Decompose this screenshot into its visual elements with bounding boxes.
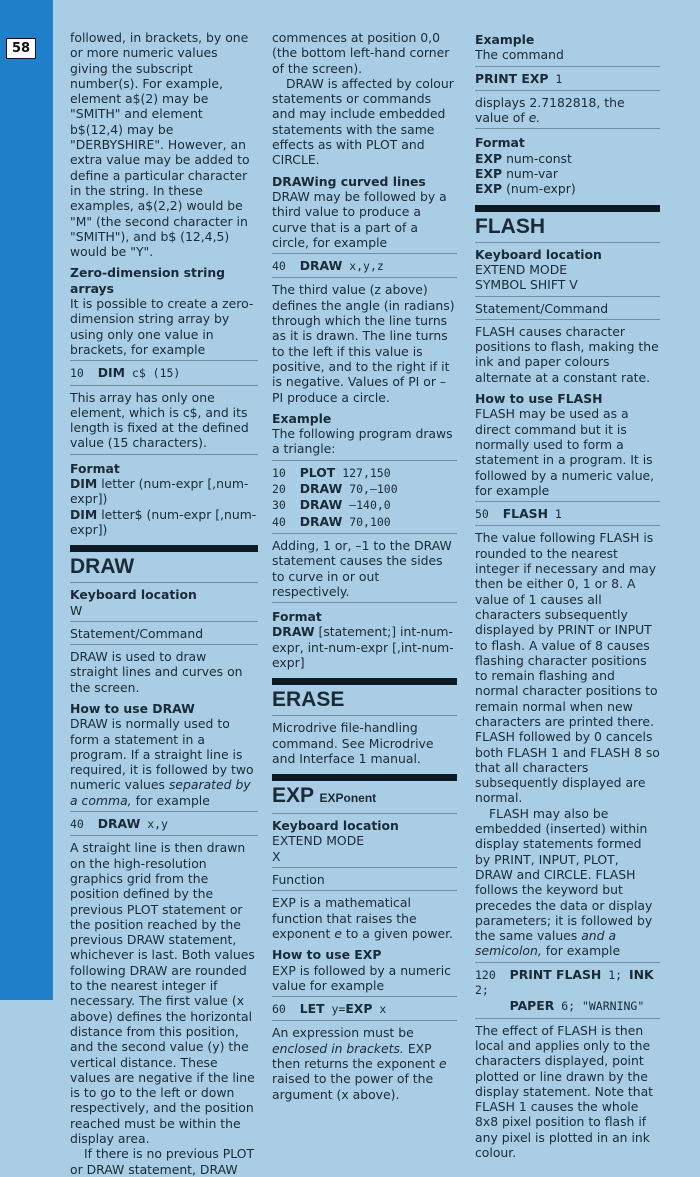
divider bbox=[272, 460, 457, 461]
format-line: EXP (num-expr) bbox=[475, 181, 576, 197]
divider bbox=[475, 501, 660, 502]
entry-title-draw: DRAW bbox=[70, 555, 135, 579]
entry-type: Function bbox=[272, 872, 325, 888]
code-line: 60 LET y=EXP x bbox=[272, 1001, 387, 1017]
column-3 bbox=[475, 30, 660, 1160]
paragraph: displays 2.7182818, the value of e. bbox=[475, 94, 625, 126]
paragraph: A straight line is then drawn on the high-resolution graphics grid from the position defined by the previous PLOT statement or the position reached by the previous DRAW statement, whichever is last. Both values following DRAW are rounded to the nearest integer if necessary. The first value (x above) defines the horizontal distance from this position, and the second value (y) the vertical distance. These values are negative if the line is to go to the left or down respectively, and the position reached must be within the display area. bbox=[70, 840, 255, 1146]
divider bbox=[475, 525, 660, 526]
column-1 bbox=[70, 30, 258, 1177]
divider bbox=[272, 277, 457, 278]
section-heading: DRAWing curved lines bbox=[272, 173, 426, 189]
paragraph: EXP is a mathematical function that raises the exponent e to a given power. bbox=[272, 895, 453, 941]
divider bbox=[475, 66, 660, 67]
column-2 bbox=[272, 30, 457, 1102]
keyboard-location: W bbox=[70, 602, 83, 618]
section-heading: Keyboard location bbox=[70, 587, 197, 603]
program-listing bbox=[272, 465, 457, 530]
divider bbox=[70, 835, 258, 836]
divider bbox=[272, 533, 457, 534]
code-line: 10 PLOT 127,150 bbox=[272, 464, 391, 480]
code-line: 50 FLASH 1 bbox=[475, 506, 562, 522]
paragraph: This array has only one element, which is c$, and its length is fixed at the defined value (15 characters). bbox=[70, 389, 249, 451]
divider bbox=[70, 621, 258, 622]
divider bbox=[475, 1018, 660, 1019]
divider bbox=[70, 811, 258, 812]
paragraph: DRAW is used to draw straight lines and curves on the screen. bbox=[70, 649, 243, 695]
section-heading: How to use DRAW bbox=[70, 700, 195, 716]
paragraph: The third value (z above) defines the angle (in radians) through which the line turns as it is drawn. The line turns to the left if this value is positive, and to the right if it is negative. Values of PI or –PI produce a circle. bbox=[272, 282, 455, 405]
code-line: 30 DRAW –140,0 bbox=[272, 497, 391, 513]
keyboard-location: EXTEND MODE bbox=[475, 261, 568, 277]
section-heading: Format bbox=[475, 135, 525, 151]
format-line: DIM letter$ (num-expr [,num-expr]) bbox=[70, 506, 257, 537]
section-heading: How to use EXP bbox=[272, 947, 382, 963]
divider bbox=[272, 602, 457, 603]
paragraph: FLASH causes character positions to flash, making the ink and paper colours alternate at a constant rate. bbox=[475, 323, 659, 385]
paragraph: An expression must be enclosed in brackets. EXP then returns the exponent e raised to the power of the argument (x above). bbox=[272, 1025, 447, 1102]
section-bar bbox=[70, 545, 258, 552]
entry-title-erase: ERASE bbox=[272, 688, 345, 712]
format-line: DIM letter (num-expr [,num-expr]) bbox=[70, 476, 249, 507]
section-heading: Keyboard location bbox=[272, 818, 399, 834]
code-line: 40 DRAW x,y,z bbox=[272, 258, 384, 274]
keyboard-location: EXTEND MODE bbox=[272, 833, 365, 849]
paragraph: Adding, 1 or, –1 to the DRAW statement causes the sides to curve in or out respectively. bbox=[272, 537, 452, 599]
divider bbox=[70, 385, 258, 386]
section-heading: How to use FLASH bbox=[475, 391, 603, 407]
paragraph: followed, in brackets, by one or more numeric values giving the subscript number(s). For example, element a$(2) may be "SMITH" and element b$(12,4) may be "DERBYSHIRE". However, an extra value may be added to define a particular character in the string. In these examples, a$(2,2) would be "M" (the second character in "SMITH"), and b$ (12,4,5) would be "Y". bbox=[70, 30, 250, 260]
code-line: 10 DIM c$ (15) bbox=[70, 365, 181, 381]
section-heading: Format bbox=[70, 460, 120, 476]
divider bbox=[272, 867, 457, 868]
code-line: 40 DRAW 70,100 bbox=[272, 513, 391, 529]
entry-title-exp: EXP EXPonent bbox=[272, 784, 377, 808]
paragraph: FLASH may also be embedded (inserted) within display statements formed by PRINT, INPUT, PLOT, DRAW and CIRCLE. FLASH follows the keyword but precedes the data or display parameters; it is followed by the same values and a semicolon, for example bbox=[475, 805, 653, 959]
code-line: 20 DRAW 70,–100 bbox=[272, 481, 398, 497]
section-heading: Example bbox=[475, 32, 535, 47]
paragraph: DRAW may be followed by a third value to produce a curve that is a part of a circle, for example bbox=[272, 188, 447, 250]
divider bbox=[70, 360, 258, 361]
divider bbox=[475, 319, 660, 320]
paragraph: EXP is followed by a numeric value for example bbox=[272, 962, 451, 993]
page-number: 58 bbox=[6, 38, 36, 59]
divider bbox=[475, 296, 660, 297]
divider bbox=[70, 454, 258, 455]
section-heading: Zero-dimension string arrays bbox=[70, 265, 226, 296]
paragraph: The value following FLASH is rounded to the nearest integer if necessary and may then be either 0, 1 or 8. A value of 1 causes all characters subsequently displayed by PRINT or INPUT to flash. A value of 8 causes flashing character positions to remain flashing and normal character positions to remain normal when new characters are printed there. FLASH followed by 0 cancels both FLASH 1 and FLASH 8 so that all characters subsequently displayed are normal. bbox=[475, 530, 660, 806]
divider bbox=[272, 890, 457, 891]
paragraph: The command bbox=[475, 47, 564, 63]
divider bbox=[272, 813, 457, 814]
section-heading: Keyboard location bbox=[475, 246, 602, 262]
divider bbox=[475, 90, 660, 91]
code-line: 120 PRINT FLASH 1; INK 2; PAPER 6; "WARNING" bbox=[475, 966, 654, 1014]
paragraph: The following program draws a triangle: bbox=[272, 426, 453, 457]
entry-title-flash: FLASH bbox=[475, 214, 545, 238]
divider bbox=[475, 242, 660, 243]
divider bbox=[272, 996, 457, 997]
divider bbox=[475, 962, 660, 963]
keyboard-location: X bbox=[272, 848, 281, 864]
paragraph: The effect of FLASH is then local and applies only to the characters displayed, point plotted or line drawn by the display statement. Note that FLASH 1 causes the whole 8x8 pixel position to flash if any pixel is plotted in an ink colour. bbox=[475, 1022, 654, 1160]
section-bar bbox=[272, 678, 457, 685]
paragraph: DRAW is normally used to form a statement in a program. If a straight line is required, it is followed by two numeric values separated by a comma, for example bbox=[70, 716, 254, 808]
divider bbox=[70, 582, 258, 583]
divider bbox=[272, 253, 457, 254]
divider bbox=[272, 715, 457, 716]
format-line: EXP num-const bbox=[475, 150, 572, 166]
format-line: DRAW [statement;] int-num-expr, int-num-expr [,int-num-expr] bbox=[272, 624, 454, 670]
section-heading: Example bbox=[272, 410, 332, 426]
entry-type: Statement/Command bbox=[70, 625, 204, 641]
section-heading: Format bbox=[272, 609, 322, 625]
divider bbox=[475, 128, 660, 129]
divider bbox=[70, 644, 258, 645]
left-color-strip bbox=[0, 0, 53, 1000]
paragraph: Microdrive file-handling command. See Microdrive and Interface 1 manual. bbox=[272, 720, 434, 766]
paragraph: DRAW is affected by colour statements or commands and may include embedded statements with the same effects as with PLOT and CIRCLE. bbox=[272, 75, 454, 168]
paragraph: FLASH may be used as a direct command but it is normally used to form a statement in a program. It is followed by a numeric value, for example bbox=[475, 406, 655, 498]
code-line: 40 DRAW x,y bbox=[70, 816, 168, 832]
paragraph: If there is no previous PLOT or DRAW statement, DRAW bbox=[70, 1146, 255, 1177]
entry-type: Statement/Command bbox=[475, 300, 609, 316]
divider bbox=[272, 1020, 457, 1021]
section-bar bbox=[475, 205, 660, 212]
paragraph: It is possible to create a zero-dimension string array by using only one value in brackets, for example bbox=[70, 296, 254, 357]
keyboard-location: SYMBOL SHIFT V bbox=[475, 277, 578, 293]
code-line: PRINT EXP 1 bbox=[475, 70, 563, 86]
section-bar bbox=[272, 774, 457, 781]
format-line: EXP num-var bbox=[475, 166, 558, 182]
paragraph: commences at position 0,0 (the bottom left-hand corner of the screen). bbox=[272, 30, 450, 76]
